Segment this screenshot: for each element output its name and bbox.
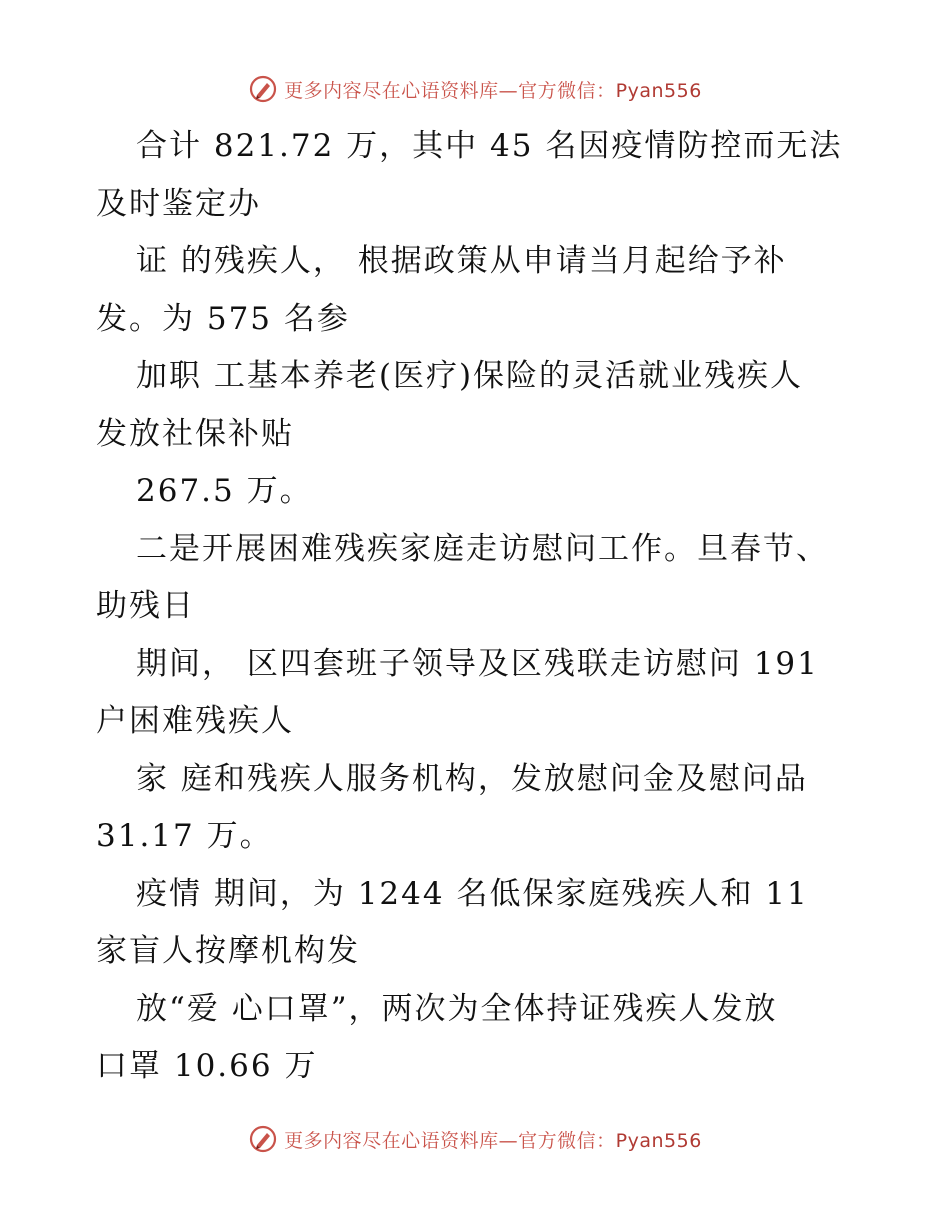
text-line: 合计 821.72 万，其中 45 名因疫情防控而无法 <box>136 128 843 164</box>
text-line: 家 庭和残疾人服务机构，发放慰问金及慰问品 <box>136 760 808 797</box>
text-line: 发。为 575 名参 <box>96 300 350 337</box>
text-line: 发放社保补贴 <box>96 415 294 452</box>
text-line: 疫情 期间，为 1244 名低保家庭残疾人和 11 <box>136 875 809 912</box>
text-line: 家盲人按摩机构发 <box>96 933 360 969</box>
text-line: 证 的残疾人， 根据政策从申请当月起给予补 <box>136 243 787 279</box>
pen-logo-icon <box>248 74 278 104</box>
footer-watermark <box>0 1122 950 1156</box>
watermark-text: 更多内容尽在心语资料库—官方微信：Pyan556 <box>284 79 702 102</box>
text-line: 267.5 万。 <box>136 473 313 509</box>
document-body <box>96 118 856 1096</box>
header-watermark <box>0 72 950 106</box>
text-line: 口罩 10.66 万 <box>96 1048 318 1084</box>
watermark-text: 更多内容尽在心语资料库—官方微信：Pyan556 <box>284 1129 702 1152</box>
text-line: 二是开展困难残疾家庭走访慰问工作。旦春节、 <box>136 530 829 567</box>
pen-logo-icon <box>248 1124 278 1154</box>
text-line: 加职 工基本养老(医疗)保险的灵活就业残疾人 <box>136 358 804 394</box>
text-line: 户困难残疾人 <box>96 703 294 739</box>
text-line: 及时鉴定办 <box>96 185 261 222</box>
text-line: 期间， 区四套班子领导及区残联走访慰问 191 <box>136 645 819 682</box>
text-line: 助残日 <box>96 588 195 624</box>
text-line: 31.17 万。 <box>96 818 273 854</box>
text-line: 放“爱 心口罩”，两次为全体持证残疾人发放 <box>136 990 778 1027</box>
